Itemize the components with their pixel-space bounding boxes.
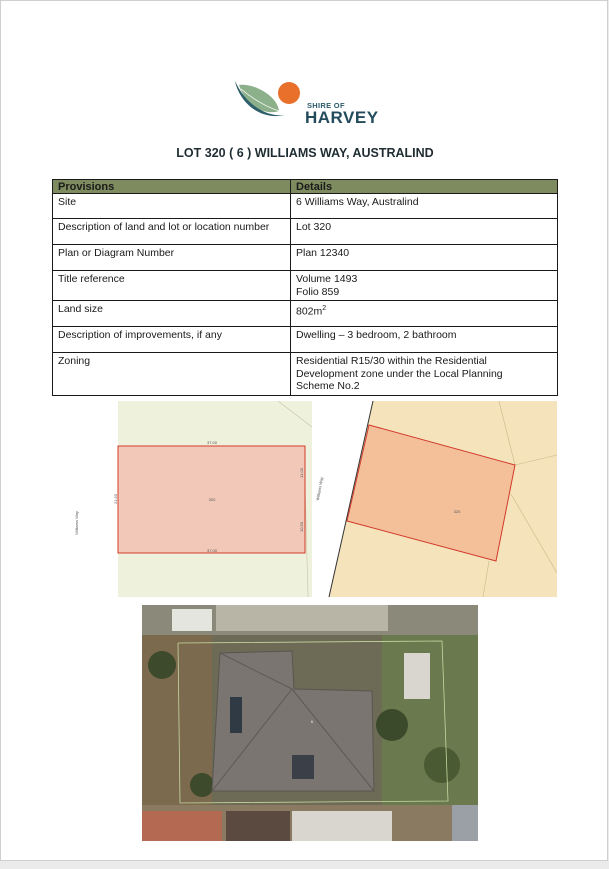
detail-cell: Lot 320 — [291, 219, 558, 245]
cadastral-map — [314, 401, 557, 597]
detail-cell: 6 Williams Way, Australind — [291, 194, 558, 219]
detail-line: Folio 859 — [296, 285, 340, 298]
lot-number-label: 320 — [208, 497, 216, 502]
shire-of-harvey-logo — [233, 77, 383, 127]
provision-cell: Title reference — [53, 271, 291, 301]
table-row — [53, 219, 558, 245]
plan-road-label-area — [61, 401, 118, 597]
table-row — [53, 194, 558, 219]
bottom-dimension-label: 37.00 — [206, 548, 218, 553]
provision-cell: Plan or Diagram Number — [53, 245, 291, 271]
cadastral-lot-label: 320 — [453, 509, 461, 514]
detail-line: Scheme No.2 — [296, 380, 360, 392]
lot-plan-map — [113, 401, 312, 597]
detail-cell — [291, 271, 558, 301]
table-header-row — [53, 180, 558, 194]
header-provisions: Provisions — [53, 180, 291, 194]
header-details: Details — [291, 180, 558, 194]
top-dimension-label: 37.00 — [206, 440, 218, 445]
provisions-table — [52, 179, 558, 396]
table-row — [53, 327, 558, 353]
table-row — [53, 245, 558, 271]
provision-cell: Zoning — [53, 353, 291, 396]
table-row — [53, 353, 558, 396]
table-row — [53, 271, 558, 301]
land-size-unit-superscript: 2 — [322, 305, 327, 312]
detail-line: Volume 1493 — [296, 273, 358, 285]
land-size-value: 802m — [296, 305, 323, 318]
leaf-sun-logo-icon — [233, 77, 305, 127]
detail-cell: Dwelling – 3 bedroom, 2 bathroom — [291, 327, 558, 353]
aerial-photo — [142, 605, 478, 841]
detail-cell: Plan 12340 — [291, 245, 558, 271]
aerial-lot-label: 6 — [310, 719, 314, 724]
detail-cell — [291, 353, 558, 396]
right-top-dimension-label: 11.00 — [299, 468, 304, 478]
logo-small-text: SHIRE OF — [307, 101, 345, 110]
cadastral-road-label: Williams Way — [314, 476, 325, 501]
detail-line: Residential R15/30 within the Residential — [296, 355, 487, 367]
logo-big-text: HARVEY — [305, 108, 379, 127]
sun-icon — [278, 82, 300, 104]
provision-cell: Description of improvements, if any — [53, 327, 291, 353]
provision-cell: Description of land and lot or location number — [53, 219, 291, 245]
left-dimension-label: 21.50 — [113, 493, 118, 505]
road-label: Williams Way — [74, 511, 79, 535]
right-bottom-dimension-label: 10.50 — [299, 521, 304, 533]
document-title: LOT 320 ( 6 ) WILLIAMS WAY, AUSTRALIND — [176, 146, 434, 160]
detail-line: Development zone under the Local Planning — [296, 367, 503, 380]
provision-cell: Site — [53, 194, 291, 219]
table-row — [53, 301, 558, 327]
detail-cell — [291, 301, 558, 327]
provision-cell: Land size — [53, 301, 291, 327]
